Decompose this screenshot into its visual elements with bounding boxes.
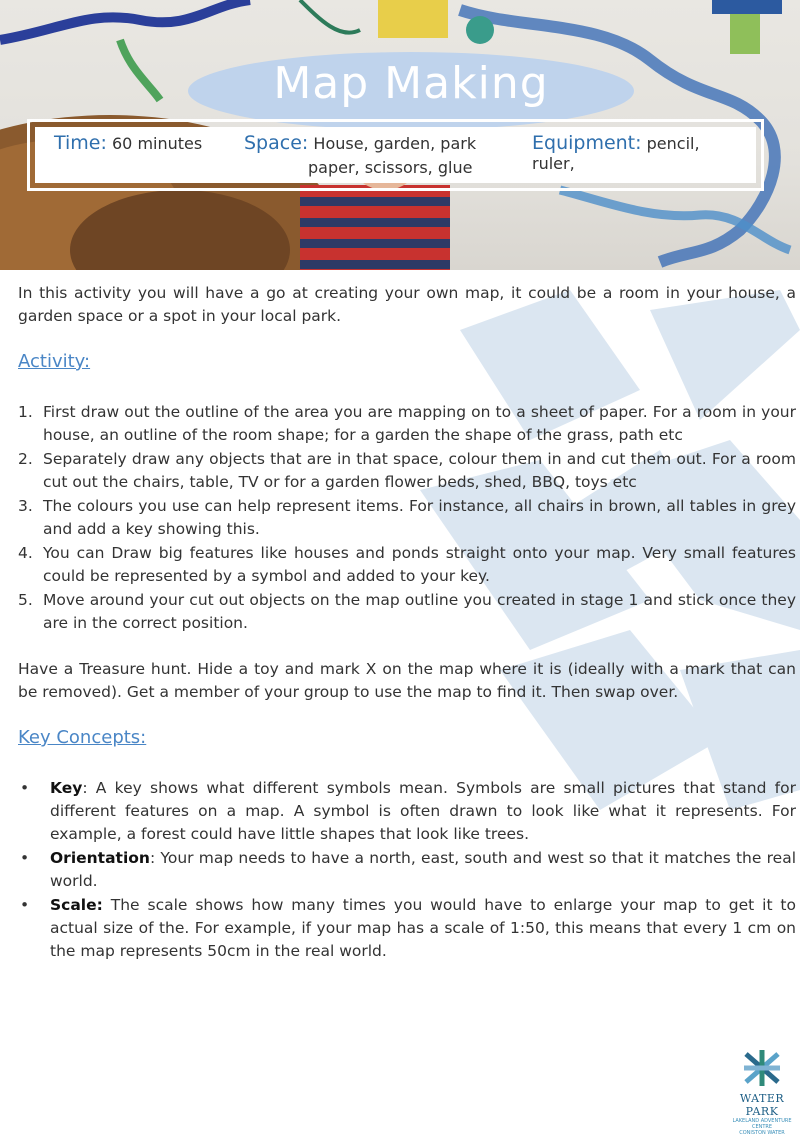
time-value: 60 minutes — [112, 134, 203, 153]
time-info — [54, 132, 202, 154]
equipment-value: pencil, ruler, — [532, 134, 700, 173]
list-item — [18, 448, 796, 494]
step-text: You can Draw big features like houses and ponds straight onto your map. Very small features could be represented by a symbol and added to your key. — [43, 544, 796, 585]
list-item — [18, 495, 796, 541]
intro-paragraph: In this activity you will have a go at creating your own map, it could be a room in your house, a garden space or a spot in your local park. — [18, 284, 796, 325]
key-concepts-heading: Key Concepts: — [18, 727, 147, 748]
list-item — [18, 777, 796, 846]
page-title: Map Making — [273, 58, 549, 109]
key-concepts-list — [18, 777, 796, 963]
time-label: Time: — [54, 132, 107, 154]
space-value-line-2: paper, scissors, glue — [308, 158, 473, 177]
water-park-logo — [728, 1048, 796, 1136]
list-item — [18, 847, 796, 893]
step-text: Separately draw any objects that are in that space, colour them in and cut them out. For a room cut out the chairs, table, TV or for a garden flower beds, shed, BBQ, toys etc — [43, 450, 796, 491]
info-box — [27, 119, 764, 191]
step-number: 3. — [18, 497, 33, 515]
step-number: 4. — [18, 544, 33, 562]
activity-heading: Activity: — [18, 351, 91, 372]
step-number: 1. — [18, 403, 33, 421]
space-label: Space: — [244, 132, 309, 154]
equipment-info — [532, 132, 742, 173]
step-number: 2. — [18, 450, 33, 468]
step-text: First draw out the outline of the area you are mapping on to a sheet of paper. For a room in your house, an outline of the room shape; for a garden the shape of the grass, path etc — [43, 403, 796, 444]
list-item — [18, 542, 796, 588]
treasure-hunt-paragraph: Have a Treasure hunt. Hide a toy and mark X on the map where it is (ideally with a mark that can be removed). Get a member of your group to use the map to find it. Then swap over. — [18, 660, 796, 701]
main-content — [18, 282, 796, 964]
knot-icon — [740, 1048, 784, 1088]
logo-name: WATER PARK — [739, 1092, 785, 1118]
equipment-label: Equipment: — [532, 132, 642, 154]
concept-text: : Your map needs to have a north, east, south and west so that it matches the real world. — [50, 849, 796, 890]
concept-term: Key — [50, 779, 83, 797]
list-item — [18, 589, 796, 635]
activity-steps — [18, 401, 796, 635]
space-info — [244, 131, 484, 180]
concept-term: Orientation — [50, 849, 150, 867]
concept-text: : A key shows what different symbols mean. Symbols are small pictures that stand for different features on a map. A symbol is often drawn to look like what it represents. For example, a forest could have little shapes that look like trees. — [50, 779, 796, 843]
logo-line-2: LAKELAND ADVENTURE CENTRE — [732, 1118, 792, 1130]
step-text: The colours you use can help represent items. For instance, all chairs in brown, all tables in grey and add a key showing this. — [43, 497, 796, 538]
step-number: 5. — [18, 591, 33, 609]
list-item — [18, 401, 796, 447]
step-text: Move around your cut out objects on the map outline you created in stage 1 and stick once they are in the correct position. — [43, 591, 796, 632]
spacer — [18, 636, 796, 658]
hero-photo — [0, 0, 800, 270]
bullet: • — [20, 849, 30, 867]
bullet: • — [20, 896, 30, 914]
concept-text: The scale shows how many times you would have to enlarge your map to get it to actual size of the. For example, if your map has a scale of 1:50, this means that every 1 cm on the map represents 50cm in the real world. — [50, 896, 796, 960]
logo-line-3: CONISTON WATER — [739, 1130, 785, 1136]
list-item — [18, 894, 796, 963]
space-value-line-1: House, garden, park — [313, 134, 477, 153]
concept-term: Scale: — [50, 896, 103, 914]
bullet: • — [20, 779, 30, 797]
